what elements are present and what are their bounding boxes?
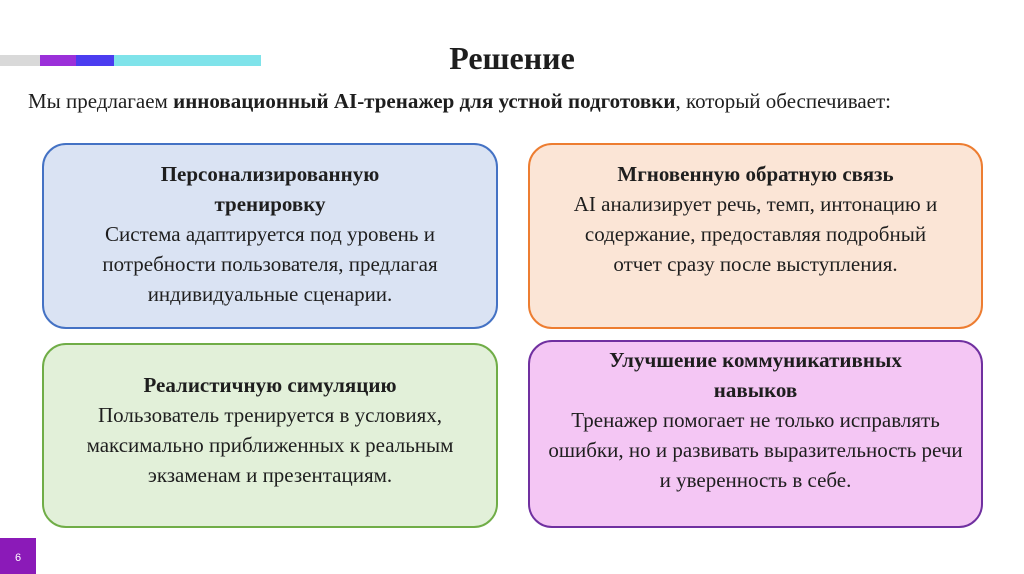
card-text: Система адаптируется под уровень и потребности пользователя, предлагая индивидуальные сценарии. (102, 222, 438, 306)
subtitle-bold: инновационный AI-тренажер для устной подготовки (173, 89, 676, 113)
card-title: Мгновенную обратную связь (617, 162, 894, 186)
card-title: Улучшение коммуникативных навыков (609, 348, 902, 402)
card-text: AI анализирует речь, темп, интонацию и содержание, предоставляя подробный отчет сразу после выступления. (573, 192, 938, 276)
card-text: Пользователь тренируется в условиях, максимально приближенных к реальным экзаменам и презентациям. (86, 403, 454, 487)
page-number: 6 (0, 538, 36, 574)
slide-subtitle (28, 89, 1018, 114)
card-title: Персонализированную тренировку (160, 162, 380, 216)
card-instant-feedback (528, 143, 983, 329)
card-title: Реалистичную симуляцию (143, 373, 397, 397)
slide-title: Решение (449, 40, 575, 76)
card-text: Тренажер помогает не только исправлять ошибки, но и развивать выразительность речи и уверенность в себе. (548, 408, 963, 492)
card-realistic-simulation (42, 343, 498, 528)
card-communication-skills (528, 340, 983, 528)
card-personalized-training (42, 143, 498, 329)
subtitle-prefix: Мы предлагаем (28, 89, 174, 113)
subtitle-suffix: , который обеспечивает: (675, 89, 891, 113)
